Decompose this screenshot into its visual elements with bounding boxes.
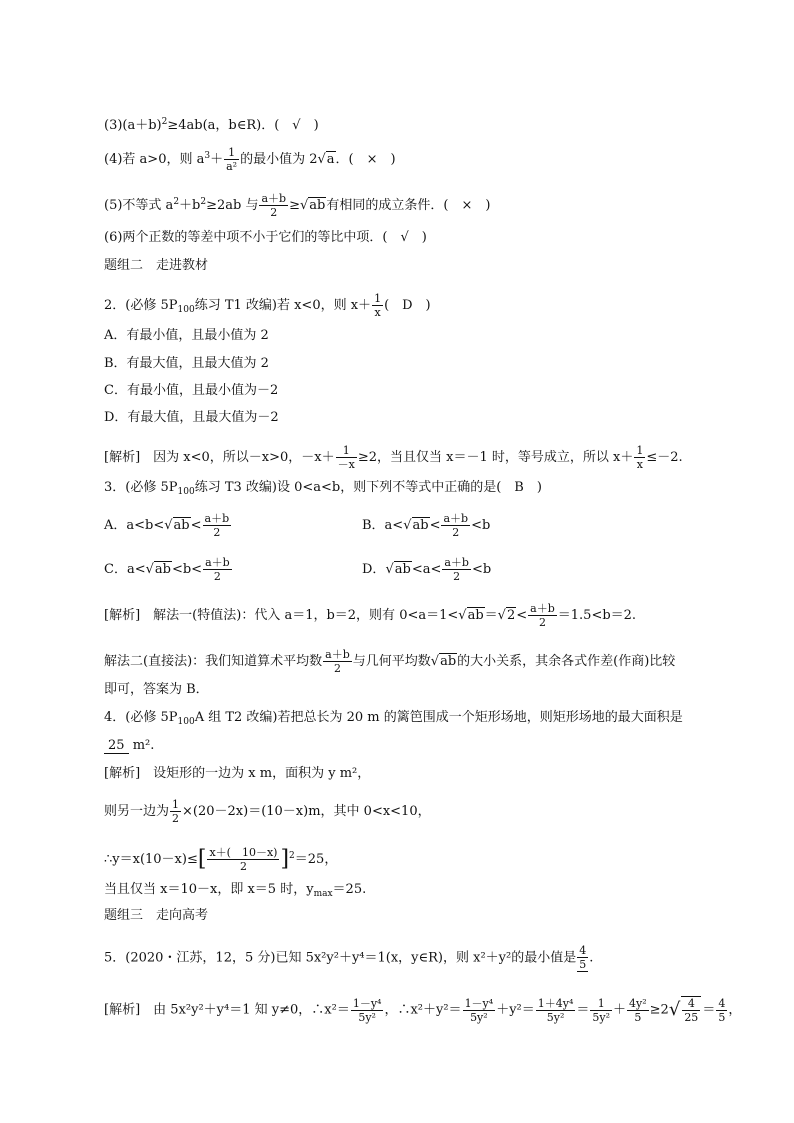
fraction: $\frac{1}{\text{5y²}}$ <box>592 996 611 1024</box>
item-1-5: (5)不等式 $a^2+b^2\ge 2ab$ 与 $\frac{a+b}{2}$ ≥√ab有相同的成立条件．( × ) <box>104 192 491 219</box>
option-3-a: A．a<b<√ab< $\frac{a+b}{2}$ <box>104 512 230 539</box>
solution-3-method-2: 解法二(直接法)：我们知道算术平均数 $\frac{a+b}{2}$ 与几何平均数√ab的大小关系，其余各式作差(作商)比较 <box>104 648 676 675</box>
solution-4-line-1: [解析] 设矩形的一边为 x m，面积为 y m²， <box>104 766 371 781</box>
option-2-c: C．有最小值，且最小值为－2 <box>104 383 279 398</box>
fraction: $\frac{a+b}{2}$ <box>444 556 469 583</box>
group-heading-2: 题组二 走进教材 <box>104 258 209 273</box>
solution-2: [解析] 因为 x<0，所以－x>0，－x＋ $\frac{1}{-x}$ ≥2，当且仅当 x＝－1 时，等号成立，所以 x＋ $\frac{1}{x}$ ≤－2. <box>104 444 683 471</box>
group-heading-3: 题组三 走向高考 <box>104 908 209 923</box>
fraction: $\frac{\text{4y²}}{5}$ <box>629 996 647 1024</box>
question-3: 3．(必修 $5P_{100}$练习 T3 改编)设 0<a<b，则下列不等式中正确的是( B ) <box>104 480 542 497</box>
item-1-4: (4)若 a>0，则 $a^3+$ $\frac{1}{\text{a²}}$ 的最小值为 2√a．( × ) <box>104 146 396 173</box>
fraction: $\frac{a+b}{2}$ <box>530 602 555 629</box>
question-4: 4．(必修 $5P_{100}A$ 组 T2 改编)若把总长为 20 m 的篱笆围成一个矩形场地，则矩形场地的最大面积是 <box>104 710 683 727</box>
option-3-c: C．a<√ab<b< $\frac{a+b}{2}$ <box>104 556 230 583</box>
question-4-answer: 25 m². <box>104 736 154 756</box>
fraction: $\frac{4}{5}$ <box>718 996 726 1024</box>
option-2-a: A．有最小值，且最小值为 2 <box>104 328 269 343</box>
solution-4-line-2: 则另一边为 $\frac{1}{2}$ ×(20－2x)＝(10－x)m，其中 0<x<10， <box>104 798 431 825</box>
item-1-3: $(3)(a+b)^2\ge 4ab(a$，b∈R)．( √ ) <box>104 117 319 133</box>
fraction: $\frac{1}{2}$ <box>172 798 180 825</box>
option-2-b: B．有最大值，且最大值为 2 <box>104 356 269 371</box>
fraction: $\frac{1}{x}$ <box>374 292 382 319</box>
fraction: $\frac{a+b}{2}$ <box>261 192 287 219</box>
fraction: $\frac{4}{25}$ <box>681 996 701 1024</box>
item-1-6: (6)两个正数的等差中项不小于它们的等比中项．( √ ) <box>104 230 427 245</box>
fraction: $\frac{1}{x}$ <box>636 444 644 471</box>
option-2-d: D．有最大值，且最大值为－2 <box>104 410 279 425</box>
question-2: 2．(必修 $5P_{100}$练习 T1 改编)若 x<0，则 x＋ $\frac{1}{x}$ ( D ) <box>104 292 431 319</box>
fraction: $\frac{\text{1＋4y⁴}}{\text{5y²}}$ <box>537 996 574 1024</box>
question-5: 5．(2020・江苏，12，5 分)已知 5x²y²＋y⁴＝1(x，y∈R)，则 x²＋y²的最小值是 $\frac{4}{5}$ . <box>104 944 594 971</box>
solution-3-method-2-cont: 即可，答案为 B． <box>104 682 209 697</box>
fraction: $\frac{4}{5}$ <box>579 944 587 971</box>
solution-4-line-3: ∴y＝x(10－x)≤[ $\frac{x+( 10-x)}{2}$ ]$^2$＝25， <box>104 846 338 873</box>
option-3-d: D．√ab<a< $\frac{a+b}{2}$ <b <box>362 556 492 583</box>
answer-blank: 25 <box>104 738 129 754</box>
fraction: $\frac{1}{-x}$ <box>337 444 355 471</box>
solution-5: [解析] 由 5x²y²＋y⁴＝1 知 y≠0，∴x²＝ $\frac{\text{1－y⁴}}{\text{5y²}}$ ，∴x²＋y²＝ $\frac{\text{1－y⁴}}{\text{5y²}}$ ＋y²＝ $\frac{\text{1＋4y⁴}}{\text{5y²}}$ ＝ $\frac{1}{\text{5y²}}$ ＋ $\frac{\text{4y²}}{5}$ ≥2√ $\frac{4}{25}$ ＝ $\frac{4}{5}$ ， <box>104 996 742 1024</box>
solution-4-line-4: 当且仅当 x＝10－x，即 x＝5 时，$y_{max}=25$. <box>104 882 367 899</box>
fraction: $\frac{a+b}{2}$ <box>204 512 230 539</box>
fraction: $\frac{a+b}{2}$ <box>443 512 469 539</box>
fraction: $\frac{a+b}{2}$ <box>205 556 230 583</box>
fraction: $\frac{x+( 10-x)}{2}$ <box>209 846 278 873</box>
solution-3-method-1: [解析] 解法一(特值法)：代入 a＝1，b＝2，则有 0<a＝1<√ab＝√2< $\frac{a+b}{2}$ ＝1.5<b＝2. <box>104 602 637 629</box>
fraction: $\frac{a+b}{2}$ <box>325 648 350 675</box>
option-3-b: B．a<√ab< $\frac{a+b}{2}$ <b <box>362 512 491 539</box>
fraction: $\frac{1}{\text{a²}}$ <box>226 146 238 173</box>
fraction: $\frac{\text{1－y⁴}}{\text{5y²}}$ <box>352 996 382 1024</box>
fraction: $\frac{\text{1－y⁴}}{\text{5y²}}$ <box>464 996 494 1024</box>
